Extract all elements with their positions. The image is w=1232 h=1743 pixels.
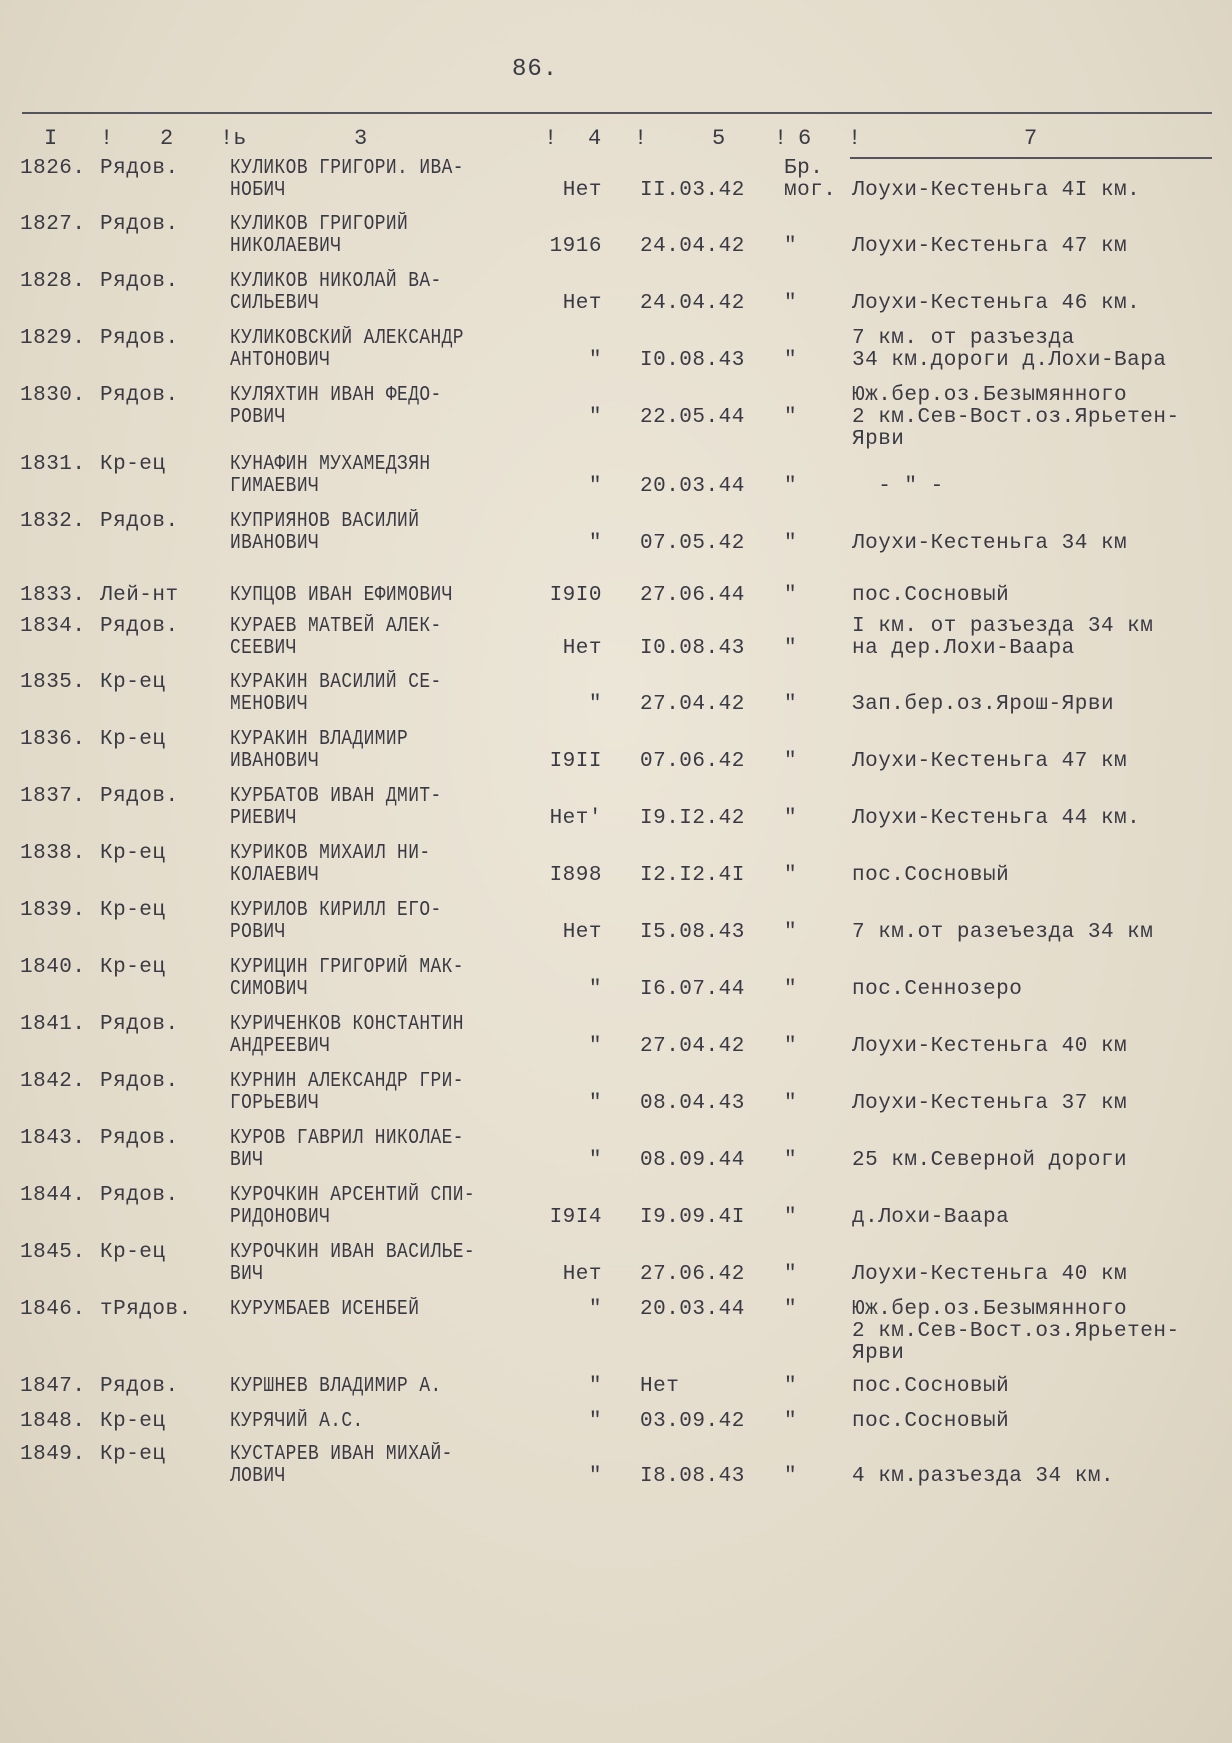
entry-grave: " <box>784 292 798 315</box>
entry-date: I5.08.43 <box>640 921 745 944</box>
header-top-rule <box>22 112 1212 114</box>
entry-rank: тРядов. <box>100 1298 192 1321</box>
entry-date: 07.05.42 <box>640 532 745 555</box>
entry-grave: " <box>784 1263 798 1286</box>
entry-name: КУРЯЧИЙ А.С. <box>230 1410 364 1433</box>
entry-date: 24.04.42 <box>640 292 745 315</box>
entry-date: I9.I2.42 <box>640 807 745 830</box>
entry-year: 1916 <box>549 235 602 258</box>
entry-name: КУРШНЕВ ВЛАДИМИР А. <box>230 1375 442 1398</box>
entry-year: Нет <box>562 637 602 660</box>
entry-grave: " <box>784 1375 798 1398</box>
column-header-sep: !ь <box>220 126 247 151</box>
entry-grave: " <box>784 1149 798 1172</box>
entry-grave: " <box>784 978 798 1001</box>
entry-rank: Рядов. <box>100 510 179 533</box>
entry-year: I9II <box>549 750 602 773</box>
entry-year: Нет <box>562 292 602 315</box>
entry-grave: " <box>784 1410 798 1433</box>
entry-date: 03.09.42 <box>640 1410 745 1433</box>
entry-place: 4 км.разъезда 34 км. <box>852 1465 1115 1488</box>
entry-year: Нет <box>562 921 602 944</box>
entry-grave: " <box>784 1035 798 1058</box>
entry-name: КУРОЧКИН АРСЕНТИЙ СПИ- РИДОНОВИЧ <box>230 1184 476 1229</box>
entry-place: Лоухи-Кестеньга 40 км <box>852 1035 1128 1058</box>
entry-rank: Кр-ец <box>100 899 166 922</box>
entry-date: I6.07.44 <box>640 978 745 1001</box>
entry-date: 22.05.44 <box>640 406 745 429</box>
burial-register-list <box>0 158 1232 1718</box>
column-header-sep: ! <box>544 126 558 151</box>
entry-place: пос.Сеннозеро <box>852 978 1023 1001</box>
entry-place: д.Лохи-Ваара <box>852 1206 1010 1229</box>
entry-place: Лоухи-Кестеньга 47 км <box>852 235 1128 258</box>
entry-grave: " <box>784 475 798 498</box>
entry-rank: Рядов. <box>100 384 179 407</box>
entry-place: Лоухи-Кестеньга 40 км <box>852 1263 1128 1286</box>
entry-date: I2.I2.4I <box>640 864 745 887</box>
entry-date: I8.08.43 <box>640 1465 745 1488</box>
entry-rank: Рядов. <box>100 1070 179 1093</box>
entry-place: Зап.бер.оз.Ярош-Ярви <box>852 693 1115 716</box>
entry-num: 1849. <box>20 1443 86 1466</box>
entry-rank: Кр-ец <box>100 1241 166 1264</box>
entry-year: I9I4 <box>549 1206 602 1229</box>
entry-year: " <box>588 406 602 429</box>
entry-name: КУРАЕВ МАТВЕЙ АЛЕК- СЕЕВИЧ <box>230 615 442 660</box>
entry-date: 08.09.44 <box>640 1149 745 1172</box>
column-header-1: I <box>44 126 58 151</box>
entry-grave: " <box>784 1465 798 1488</box>
entry-year: " <box>588 1298 602 1321</box>
entry-name: КУРОЧКИН ИВАН ВАСИЛЬЕ- ВИЧ <box>230 1241 476 1286</box>
entry-grave: " <box>784 807 798 830</box>
entry-year: " <box>588 1149 602 1172</box>
entry-num: 1837. <box>20 785 86 808</box>
entry-year: " <box>588 1092 602 1115</box>
entry-rank: Рядов. <box>100 1184 179 1207</box>
entry-year: " <box>588 475 602 498</box>
entry-num: 1826. <box>20 157 86 180</box>
entry-name: КУПЦОВ ИВАН ЕФИМОВИЧ <box>230 584 453 607</box>
entry-num: 1831. <box>20 453 86 476</box>
entry-place: Лоухи-Кестеньга 47 км <box>852 750 1128 773</box>
entry-place: пос.Сосновый <box>852 584 1010 607</box>
entry-date: 20.03.44 <box>640 475 745 498</box>
entry-place: пос.Сосновый <box>852 864 1010 887</box>
entry-num: 1838. <box>20 842 86 865</box>
entry-rank: Рядов. <box>100 1013 179 1036</box>
entry-year: " <box>588 349 602 372</box>
entry-num: 1842. <box>20 1070 86 1093</box>
entry-year: " <box>588 693 602 716</box>
entry-date: 27.06.42 <box>640 1263 745 1286</box>
entry-grave: " <box>784 235 798 258</box>
entry-grave: " <box>784 1298 798 1321</box>
entry-name: КУРУМБАЕВ ИСЕНБЕЙ <box>230 1298 420 1321</box>
entry-place: Лоухи-Кестеньга 34 км <box>852 532 1128 555</box>
entry-place: 25 км.Северной дороги <box>852 1149 1128 1172</box>
entry-place: - " - <box>852 475 944 498</box>
entry-rank: Рядов. <box>100 327 179 350</box>
entry-place: Лоухи-Кестеньга 46 км. <box>852 292 1141 315</box>
entry-grave: " <box>784 1092 798 1115</box>
entry-year: Нет <box>562 179 602 202</box>
entry-name: КУЛИКОВСКИЙ АЛЕКСАНДР АНТОНОВИЧ <box>230 327 464 372</box>
column-header-sep: ! <box>774 126 788 151</box>
entry-grave: " <box>784 693 798 716</box>
column-header-sep: ! <box>634 126 648 151</box>
entry-name: КУРБАТОВ ИВАН ДМИТ- РИЕВИЧ <box>230 785 442 830</box>
entry-date: I0.08.43 <box>640 349 745 372</box>
entry-rank: Кр-ец <box>100 842 166 865</box>
entry-name: КУНАФИН МУХАМЕДЗЯН ГИМАЕВИЧ <box>230 453 431 498</box>
entry-place: Лоухи-Кестеньга 44 км. <box>852 807 1141 830</box>
entry-place: 7 км.от разеъезда 34 км <box>852 921 1154 944</box>
entry-name: КУРАКИН ВАСИЛИЙ СЕ- МЕНОВИЧ <box>230 671 442 716</box>
entry-rank: Кр-ец <box>100 1410 166 1433</box>
column-header-6: 6 <box>798 126 812 151</box>
entry-date: I0.08.43 <box>640 637 745 660</box>
entry-num: 1830. <box>20 384 86 407</box>
entry-year: " <box>588 1375 602 1398</box>
column-header-5: 5 <box>712 126 726 151</box>
entry-num: 1840. <box>20 956 86 979</box>
entry-rank: Кр-ец <box>100 728 166 751</box>
page-number: 86. <box>512 56 559 83</box>
entry-num: 1843. <box>20 1127 86 1150</box>
entry-num: 1828. <box>20 270 86 293</box>
column-header-row <box>22 122 1212 156</box>
entry-rank: Рядов. <box>100 157 179 180</box>
entry-num: 1829. <box>20 327 86 350</box>
entry-name: КУЛИКОВ ГРИГОРИЙ НИКОЛАЕВИЧ <box>230 213 409 258</box>
entry-place: 7 км. от разъезда 34 км.дороги д.Лохи-Вара <box>852 327 1167 372</box>
entry-year: " <box>588 1465 602 1488</box>
entry-grave: " <box>784 1206 798 1229</box>
entry-year: " <box>588 978 602 1001</box>
entry-date: 20.03.44 <box>640 1298 745 1321</box>
entry-num: 1845. <box>20 1241 86 1264</box>
entry-year: " <box>588 532 602 555</box>
entry-rank: Лей-нт <box>100 584 179 607</box>
entry-rank: Кр-ец <box>100 1443 166 1466</box>
entry-grave: " <box>784 532 798 555</box>
entry-num: 1844. <box>20 1184 86 1207</box>
entry-date: 27.04.42 <box>640 693 745 716</box>
entry-name: КУРИЦИН ГРИГОРИЙ МАК- СИМОВИЧ <box>230 956 464 1001</box>
entry-place: Лоухи-Кестеньга 37 км <box>852 1092 1128 1115</box>
entry-num: 1835. <box>20 671 86 694</box>
entry-year: " <box>588 1035 602 1058</box>
entry-date: Нет <box>640 1375 680 1398</box>
column-header-4: 4 <box>588 126 602 151</box>
entry-grave: " <box>784 406 798 429</box>
entry-name: КУРИКОВ МИХАИЛ НИ- КОЛАЕВИЧ <box>230 842 431 887</box>
entry-rank: Рядов. <box>100 1375 179 1398</box>
entry-rank: Рядов. <box>100 615 179 638</box>
entry-rank: Кр-ец <box>100 956 166 979</box>
entry-year: I898 <box>549 864 602 887</box>
entry-name: КУРИЛОВ КИРИЛЛ ЕГО- РОВИЧ <box>230 899 442 944</box>
entry-rank: Рядов. <box>100 213 179 236</box>
entry-name: КУЛИКОВ ГРИГОРИ. ИВА- НОБИЧ <box>230 157 464 202</box>
column-header-7: 7 <box>1024 126 1038 151</box>
entry-year: I9I0 <box>549 584 602 607</box>
entry-date: 27.04.42 <box>640 1035 745 1058</box>
entry-num: 1833. <box>20 584 86 607</box>
entry-place: пос.Сосновый <box>852 1375 1010 1398</box>
entry-year: Нет <box>562 1263 602 1286</box>
entry-rank: Кр-ец <box>100 453 166 476</box>
entry-date: II.03.42 <box>640 179 745 202</box>
column-header-2: 2 <box>160 126 174 151</box>
entry-name: КУРИЧЕНКОВ КОНСТАНТИН АНДРЕЕВИЧ <box>230 1013 464 1058</box>
entry-name: КУЛИКОВ НИКОЛАЙ ВА- СИЛЬЕВИЧ <box>230 270 442 315</box>
entry-date: 08.04.43 <box>640 1092 745 1115</box>
entry-year: " <box>588 1410 602 1433</box>
entry-name: КУПРИЯНОВ ВАСИЛИЙ ИВАНОВИЧ <box>230 510 420 555</box>
entry-place: I км. от разъезда 34 км на дер.Лохи-Ваара <box>852 615 1154 660</box>
entry-date: 24.04.42 <box>640 235 745 258</box>
entry-year: Нет' <box>549 807 602 830</box>
entry-grave: " <box>784 750 798 773</box>
entry-num: 1841. <box>20 1013 86 1036</box>
entry-name: КУСТАРЕВ ИВАН МИХАЙ- ЛОВИЧ <box>230 1443 453 1488</box>
entry-date: 27.06.44 <box>640 584 745 607</box>
entry-date: I9.09.4I <box>640 1206 745 1229</box>
entry-rank: Рядов. <box>100 1127 179 1150</box>
entry-num: 1834. <box>20 615 86 638</box>
column-header-sep: ! <box>848 126 862 151</box>
entry-place: Лоухи-Кестеньга 4I км. <box>852 179 1141 202</box>
entry-num: 1832. <box>20 510 86 533</box>
entry-num: 1836. <box>20 728 86 751</box>
entry-grave: " <box>784 921 798 944</box>
entry-name: КУРНИН АЛЕКСАНДР ГРИ- ГОРЬЕВИЧ <box>230 1070 464 1115</box>
entry-place: Юж.бер.оз.Безымянного 2 км.Сев-Вост.оз.Ярьетен- Ярви <box>852 384 1180 451</box>
entry-rank: Рядов. <box>100 785 179 808</box>
entry-num: 1839. <box>20 899 86 922</box>
entry-name: КУЛЯХТИН ИВАН ФЕДО- РОВИЧ <box>230 384 442 429</box>
entry-date: 07.06.42 <box>640 750 745 773</box>
column-header-sep: ! <box>100 126 114 151</box>
entry-rank: Кр-ец <box>100 671 166 694</box>
entry-grave: Бр. мог. <box>784 157 837 202</box>
entry-num: 1846. <box>20 1298 86 1321</box>
entry-grave: " <box>784 864 798 887</box>
entry-num: 1848. <box>20 1410 86 1433</box>
entry-rank: Рядов. <box>100 270 179 293</box>
entry-grave: " <box>784 349 798 372</box>
entry-place: Юж.бер.оз.Безымянного 2 км.Сев-Вост.оз.Ярьетен- Ярви <box>852 1298 1180 1365</box>
entry-num: 1847. <box>20 1375 86 1398</box>
entry-grave: " <box>784 637 798 660</box>
column-header-3: 3 <box>354 126 368 151</box>
entry-name: КУРАКИН ВЛАДИМИР ИВАНОВИЧ <box>230 728 409 773</box>
entry-grave: " <box>784 584 798 607</box>
entry-name: КУРОВ ГАВРИЛ НИКОЛАЕ- ВИЧ <box>230 1127 464 1172</box>
entry-num: 1827. <box>20 213 86 236</box>
entry-place: пос.Сосновый <box>852 1410 1010 1433</box>
